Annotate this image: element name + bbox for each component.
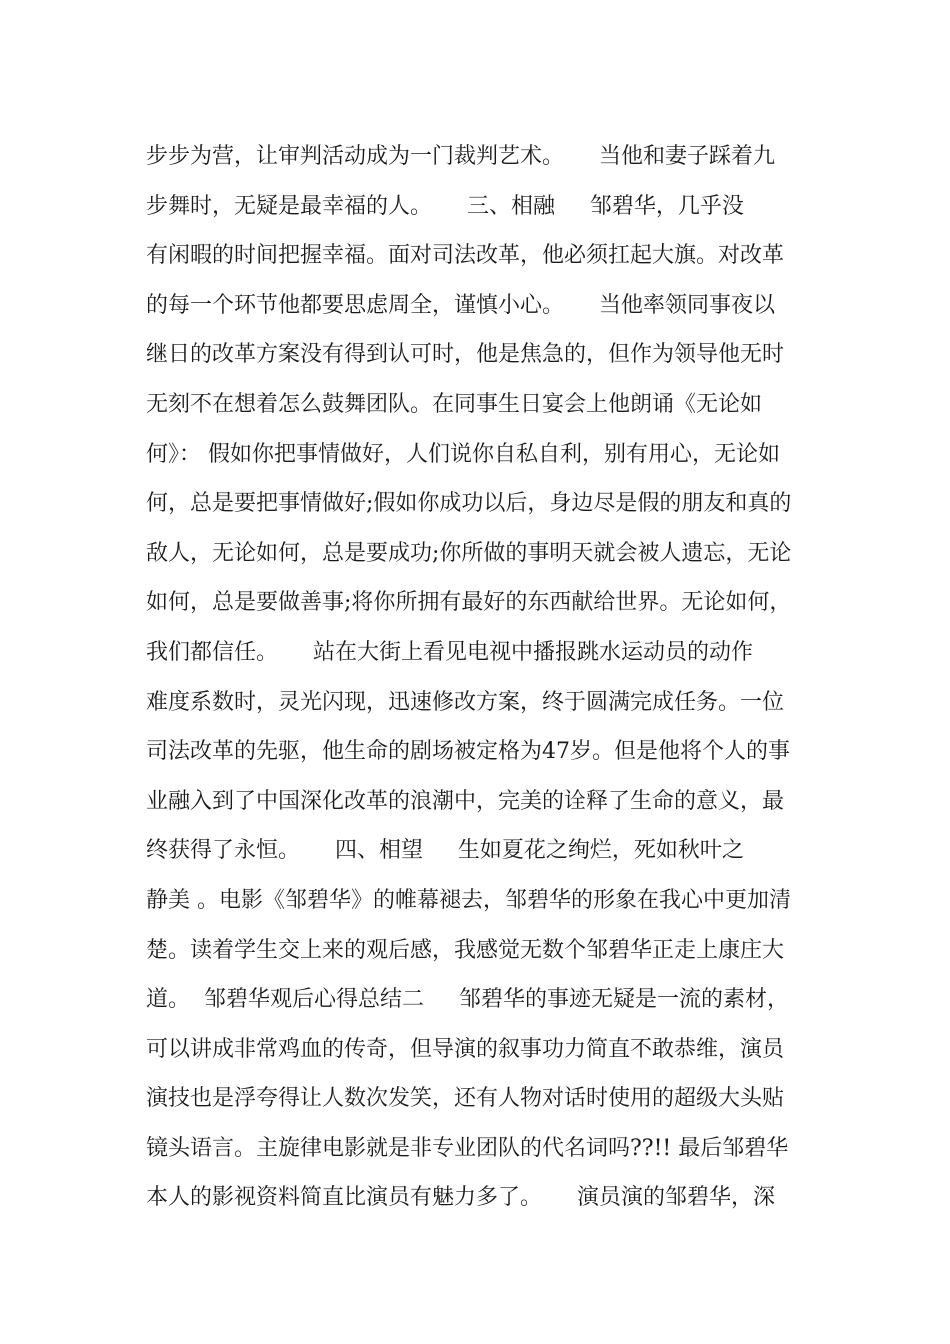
- text-line: 本人的影视资料简直比演员有魅力多了。 演员演的邹碧华，深: [146, 1185, 775, 1211]
- text-line: 道。 邹碧华观后心得总结二 邹碧华的事迹无疑是一流的素材，: [146, 987, 789, 1013]
- text-line: 的每一个环节他都要思虑周全，谨慎小心。 当他率领同事夜以: [146, 292, 775, 318]
- text-line: 楚。读着学生交上来的观后感，我感觉无数个邹碧华正走上康庄大: [146, 937, 785, 963]
- text-line: 无刻不在想着怎么鼓舞团队。在同事生日宴会上他朗诵《无论如: [146, 391, 763, 417]
- text-line: 可以讲成非常鸡血的传奇，但导演的叙事功力简直不敢恭维，演员: [146, 1036, 785, 1062]
- text-line: 敌人，无论如何，总是要成功;你所做的事明天就会被人遗忘，无论: [146, 540, 792, 566]
- text-line: 如何，总是要做善事;将你所拥有最好的东西献给世界。无论如何，: [146, 590, 792, 616]
- text-line: 有闲暇的时间把握幸福。面对司法改革，他必须扛起大旗。对改革: [146, 243, 785, 269]
- text-line: 何，总是要把事情做好;假如你成功以后，身边尽是假的朋友和真的: [146, 491, 792, 517]
- text-line: 静美 。电影《邹碧华》的帷幕褪去，邹碧华的形象在我心中更加清: [146, 887, 791, 913]
- text-line: 步舞时，无疑是最幸福的人。 三、相融 邹碧华，几乎没: [146, 193, 744, 219]
- text-line: 终获得了永恒。 四、相望 生如夏花之绚烂，死如秋叶之: [146, 838, 744, 864]
- text-line: 演技也是浮夸得让人数次发笑，还有人物对话时使用的超级大头贴: [146, 1086, 785, 1112]
- text-line: 继日的改革方案没有得到认可时，他是焦急的，但作为领导他无时: [146, 342, 785, 368]
- text-line: 业融入到了中国深化改革的浪潮中，完美的诠释了生命的意义，最: [146, 788, 785, 814]
- text-line: 何》： 假如你把事情做好，人们说你自私自利，别有用心，无论如: [146, 441, 780, 467]
- body-text: [146, 132, 826, 1223]
- text-line: 司法改革的先驱，他生命的剧场被定格为47岁。但是他将个人的事: [146, 739, 790, 765]
- text-line: 镜头语言。主旋律电影就是非专业团队的代名词吗??!! 最后邹碧华: [146, 1135, 789, 1161]
- text-line: 难度系数时，灵光闪现，迅速修改方案，终于圆满完成任务。一位: [146, 689, 785, 715]
- text-line: 步步为营，让审判活动成为一门裁判艺术。 当他和妻子踩着九: [146, 144, 775, 169]
- text-line: 我们都信任。 站在大街上看见电视中播报跳水运动员的动作: [146, 639, 753, 665]
